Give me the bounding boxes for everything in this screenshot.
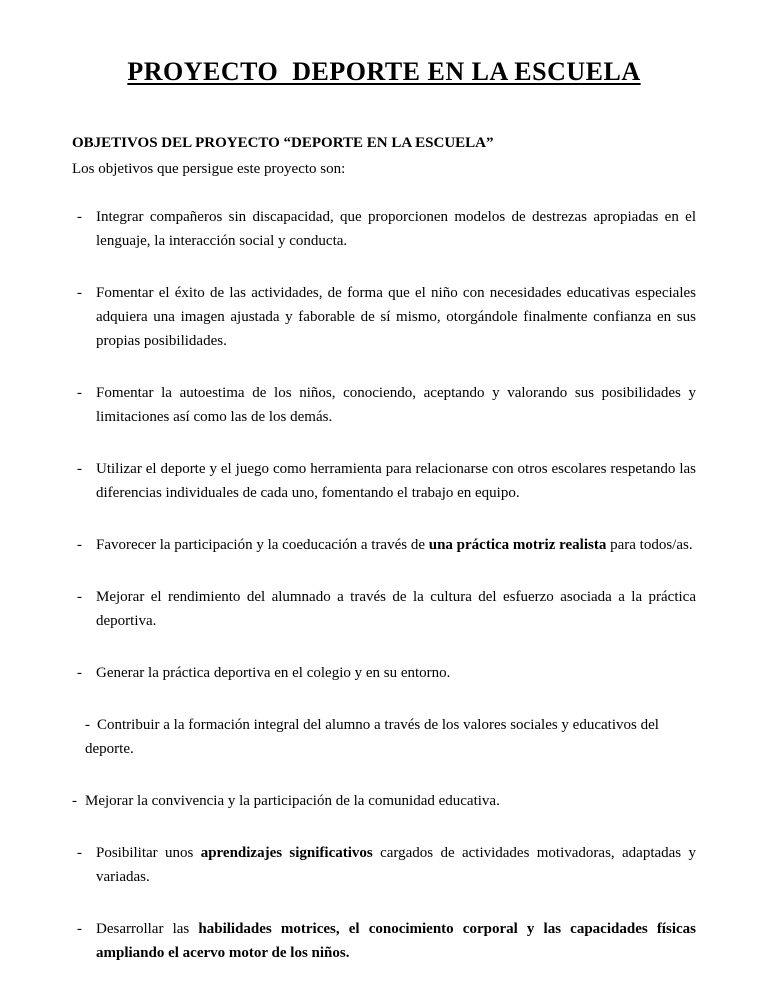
list-item-text: Desarrollar las habilidades motrices, el conocimiento corporal y las capacidades físicas ampliando el acervo motor de los niños.: [96, 921, 696, 962]
list-item: [72, 713, 696, 761]
list-item-text: Integrar compañeros sin discapacidad, que proporcionen modelos de destrezas apropiadas en el lenguaje, la interacción social y conducta.: [96, 209, 696, 250]
list-item-text: Generar la práctica deportiva en el colegio y en su entorno.: [96, 665, 451, 682]
document-title: PROYECTO DEPORTE EN LA ESCUELA: [127, 57, 641, 86]
list-item-text: Posibilitar unos aprendizajes significativos cargados de actividades motivadoras, adaptadas y variadas.: [96, 845, 696, 886]
bullet-marker: -: [77, 385, 82, 402]
objectives-list: [72, 205, 696, 965]
bullet-marker: -: [77, 285, 82, 302]
list-item: [72, 533, 696, 557]
list-item-text: Mejorar la convivencia y la participación de la comunidad educativa.: [85, 793, 500, 810]
list-item: [72, 205, 696, 253]
list-item: [72, 789, 696, 813]
bullet-marker: -: [77, 665, 82, 682]
list-item: [72, 457, 696, 505]
bullet-marker: -: [72, 793, 77, 810]
list-item-text: Utilizar el deporte y el juego como herramienta para relacionarse con otros escolares respetando las diferencias individuales de cada uno, fomentando el trabajo en equipo.: [96, 461, 696, 502]
list-item: [72, 381, 696, 429]
bullet-marker: -: [77, 921, 82, 938]
list-item: [72, 841, 696, 889]
list-item: [72, 281, 696, 353]
intro-text: Los objetivos que persigue este proyecto son:: [72, 161, 346, 178]
bullet-marker: -: [85, 717, 90, 734]
bullet-marker: -: [77, 845, 82, 862]
list-item: [72, 585, 696, 633]
list-item: [72, 917, 696, 965]
bullet-marker: -: [77, 537, 82, 554]
list-item-text: Mejorar el rendimiento del alumnado a través de la cultura del esfuerzo asociada a la práctica deportiva.: [96, 589, 696, 630]
list-item-text: Contribuir a la formación integral del alumno a través de los valores sociales y educativos del deporte.: [85, 717, 659, 758]
bullet-marker: -: [77, 461, 82, 478]
list-item-text: Fomentar el éxito de las actividades, de forma que el niño con necesidades educativas especiales adquiera una imagen ajustada y faborable de sí mismo, otorgándole finalmente confianza en sus propias posibilidades.: [96, 285, 696, 350]
list-item: [72, 661, 696, 685]
list-item-text: Favorecer la participación y la coeducación a través de una práctica motriz realista para todos/as.: [96, 537, 693, 554]
list-item-text: Fomentar la autoestima de los niños, conociendo, aceptando y valorando sus posibilidades y limitaciones así como las de los demás.: [96, 385, 696, 426]
bullet-marker: -: [77, 209, 82, 226]
section-heading: OBJETIVOS DEL PROYECTO “DEPORTE EN LA ESCUELA”: [72, 135, 494, 152]
bullet-marker: -: [77, 589, 82, 606]
